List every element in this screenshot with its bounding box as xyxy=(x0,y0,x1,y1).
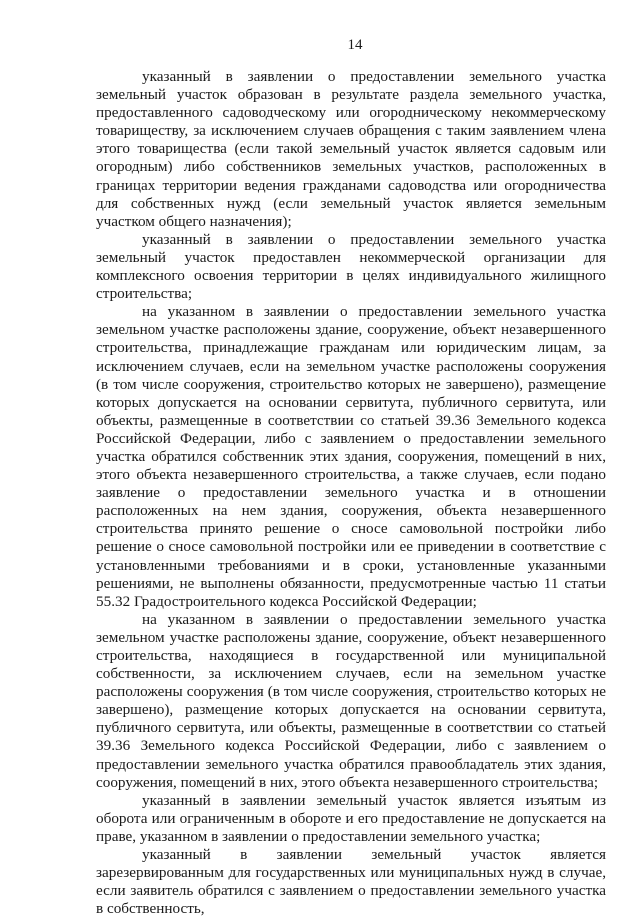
paragraph: указанный в заявлении о предоставлении земельного участка земельный участок образован в результате раздела земельного участка, предоставленного садоводческому или огородническому некоммерческому товариществу, за исключением случаев обращения с таким заявлением члена этого товарищества (если такой земельный участок является садовым или огородным) либо собственников земельных участков, расположенных в границах территории ведения гражданами садоводства или огородничества для собственных нужд (если земельный участок является земельным участком общего назначения); xyxy=(96,68,606,230)
paragraph: указанный в заявлении земельный участок является зарезервированным для государственных или муниципальных нужд в случае, если заявитель обратился с заявлением о предоставлении земельного участка в собственность, xyxy=(96,846,606,918)
page-number: 14 xyxy=(347,37,363,53)
paragraph: указанный в заявлении о предоставлении земельного участка земельный участок предоставлен некоммерческой организации для комплексного освоения территории в целях индивидуального жилищного строительства; xyxy=(96,230,606,303)
paragraph: на указанном в заявлении о предоставлении земельного участка земельном участке расположены здание, сооружение, объект незавершенного строительства, находящиеся в государственной или муниципальной собственности, за исключением случаев, если на земельном участке расположены сооружения (в том числе сооружения, строительство которых не завершено), размещение которых допускается на основании сервитута, публичного сервитута, или объекты, размещенные в соответствии со статьей 39.36 Земельного кодекса Российской Федерации, либо с заявлением о предоставлении земельного участка обратился правообладатель этих здания, сооружения, помещений в них, этого объекта незавершенного строительства; xyxy=(96,610,606,791)
document-body xyxy=(96,68,606,918)
paragraph: указанный в заявлении земельный участок является изъятым из оборота или ограниченным в обороте и его предоставление не допускается на праве, указанном в заявлении о предоставлении земельного участка; xyxy=(96,791,606,845)
paragraph: на указанном в заявлении о предоставлении земельного участка земельном участке расположены здание, сооружение, объект незавершенного строительства, принадлежащие гражданам или юридическим лицам, за исключением случаев, если на земельном участке расположены сооружения (в том числе сооружения, строительство которых не завершено), размещение которых допускается на основании сервитута, публичного сервитута, или объекты, размещенные в соответствии со статьей 39.36 Земельного кодекса Российской Федерации, либо с заявлением о предоставлении земельного участка обратился собственник этих здания, сооружения, помещений в них, этого объекта незавершенного строительства, а также случаев, если подано заявление о предоставлении земельного участка и в отношении расположенных на нем здания, сооружения, объекта незавершенного строительства принято решение о сносе самовольной постройки либо решение о сносе самовольной постройки или ее приведении в соответствие с установленными требованиями и в сроки, установленные указанными решениями, не выполнены обязанности, предусмотренные частью 11 статьи 55.32 Градостроительного кодекса Российской Федерации; xyxy=(96,303,606,610)
